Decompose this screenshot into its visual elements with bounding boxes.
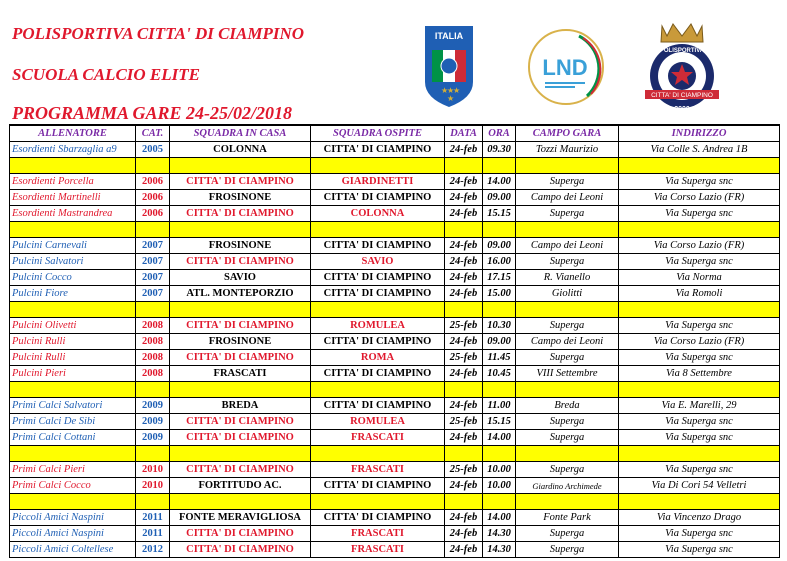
field-cell: Superga xyxy=(516,462,619,478)
date-cell: 24-feb xyxy=(445,254,483,270)
svg-text:CITTA' DI CIAMPINO: CITTA' DI CIAMPINO xyxy=(651,92,713,99)
coach-cell: Pulcini Rulli xyxy=(10,350,136,366)
home-team-cell: FONTE MERAVIGLIOSA xyxy=(170,510,311,526)
away-team-cell: CITTA' DI CIAMPINO xyxy=(311,334,445,350)
time-cell: 09.00 xyxy=(483,238,516,254)
time-cell: 17.15 xyxy=(483,270,516,286)
date-cell: 24-feb xyxy=(445,526,483,542)
table-row xyxy=(10,542,780,558)
time-cell: 10.30 xyxy=(483,318,516,334)
separator-cell xyxy=(136,446,170,462)
field-cell: Superga xyxy=(516,526,619,542)
table-row xyxy=(10,526,780,542)
coach-cell: Pulcini Olivetti xyxy=(10,318,136,334)
separator-cell xyxy=(10,302,136,318)
address-cell: Via Corso Lazio (FR) xyxy=(619,190,780,206)
field-cell: Superga xyxy=(516,174,619,190)
field-cell: Superga xyxy=(516,430,619,446)
separator-cell xyxy=(10,446,136,462)
date-cell: 24-feb xyxy=(445,270,483,286)
time-cell: 14.00 xyxy=(483,510,516,526)
home-team-cell: CITTA' DI CIAMPINO xyxy=(170,414,311,430)
category-cell: 2009 xyxy=(136,414,170,430)
separator-cell xyxy=(619,302,780,318)
home-team-cell: FROSINONE xyxy=(170,190,311,206)
table-row xyxy=(10,174,780,190)
separator-cell xyxy=(136,158,170,174)
table-row xyxy=(10,398,780,414)
away-team-cell: CITTA' DI CIAMPINO xyxy=(311,398,445,414)
table-row xyxy=(10,142,780,158)
date-cell: 24-feb xyxy=(445,398,483,414)
time-cell: 11.00 xyxy=(483,398,516,414)
time-cell: 09.00 xyxy=(483,190,516,206)
away-team-cell: ROMULEA xyxy=(311,318,445,334)
separator-cell xyxy=(516,382,619,398)
separator-cell xyxy=(136,302,170,318)
svg-text:★: ★ xyxy=(441,86,449,95)
address-cell: Via Superga snc xyxy=(619,526,780,542)
home-team-cell: CITTA' DI CIAMPINO xyxy=(170,174,311,190)
separator-cell xyxy=(136,382,170,398)
table-row xyxy=(10,286,780,302)
address-cell: Via Superga snc xyxy=(619,414,780,430)
document-title: POLISPORTIVA CITTA' DI CIAMPINO xyxy=(12,24,305,43)
separator-cell xyxy=(483,494,516,510)
home-team-cell: FROSINONE xyxy=(170,238,311,254)
home-team-cell: CITTA' DI CIAMPINO xyxy=(170,462,311,478)
date-cell: 25-feb xyxy=(445,318,483,334)
category-cell: 2008 xyxy=(136,350,170,366)
separator-cell xyxy=(516,222,619,238)
category-cell: 2005 xyxy=(136,142,170,158)
category-cell: 2007 xyxy=(136,238,170,254)
address-cell: Via Corso Lazio (FR) xyxy=(619,334,780,350)
away-team-cell: CITTA' DI CIAMPINO xyxy=(311,366,445,382)
home-team-cell: CITTA' DI CIAMPINO xyxy=(170,206,311,222)
home-team-cell: FORTITUDO AC. xyxy=(170,478,311,494)
document-subtitle: SCUOLA CALCIO ELITE xyxy=(12,65,200,84)
date-cell: 25-feb xyxy=(445,462,483,478)
home-team-cell: BREDA xyxy=(170,398,311,414)
games-table-body xyxy=(10,142,780,558)
address-cell: Via Vincenzo Drago xyxy=(619,510,780,526)
time-cell: 15.15 xyxy=(483,414,516,430)
separator-cell xyxy=(445,222,483,238)
time-cell: 16.00 xyxy=(483,254,516,270)
field-cell: Superga xyxy=(516,206,619,222)
separator-cell xyxy=(619,382,780,398)
separator-cell xyxy=(10,494,136,510)
address-cell: Via Superga snc xyxy=(619,542,780,558)
column-header-coach: ALLENATORE xyxy=(10,125,136,142)
time-cell: 10.00 xyxy=(483,478,516,494)
date-cell: 24-feb xyxy=(445,286,483,302)
separator-cell xyxy=(483,302,516,318)
table-row xyxy=(10,350,780,366)
field-cell: R. Vianello xyxy=(516,270,619,286)
away-team-cell: COLONNA xyxy=(311,206,445,222)
address-cell: Via Superga snc xyxy=(619,350,780,366)
home-team-cell: CITTA' DI CIAMPINO xyxy=(170,254,311,270)
address-cell: Via Romoli xyxy=(619,286,780,302)
home-team-cell: CITTA' DI CIAMPINO xyxy=(170,350,311,366)
address-cell: Via Di Cori 54 Velletri xyxy=(619,478,780,494)
away-team-cell: ROMA xyxy=(311,350,445,366)
separator-cell xyxy=(483,158,516,174)
coach-cell: Piccoli Amici Naspini xyxy=(10,510,136,526)
date-cell: 24-feb xyxy=(445,238,483,254)
svg-text:★: ★ xyxy=(447,86,455,95)
table-row xyxy=(10,334,780,350)
away-team-cell: ROMULEA xyxy=(311,414,445,430)
column-header-address: INDIRIZZO xyxy=(619,125,780,142)
table-header-row xyxy=(10,125,780,142)
field-cell: Tozzi Maurizio xyxy=(516,142,619,158)
coach-cell: Pulcini Pieri xyxy=(10,366,136,382)
category-cell: 2006 xyxy=(136,206,170,222)
date-cell: 24-feb xyxy=(445,510,483,526)
category-cell: 2006 xyxy=(136,190,170,206)
coach-cell: Pulcini Rulli xyxy=(10,334,136,350)
category-cell: 2007 xyxy=(136,254,170,270)
date-cell: 24-feb xyxy=(445,142,483,158)
category-cell: 2010 xyxy=(136,462,170,478)
table-row xyxy=(10,366,780,382)
separator-cell xyxy=(516,494,619,510)
date-cell: 24-feb xyxy=(445,478,483,494)
separator-cell xyxy=(445,158,483,174)
table-row xyxy=(10,510,780,526)
address-cell: Via Corso Lazio (FR) xyxy=(619,238,780,254)
address-cell: Via 8 Settembre xyxy=(619,366,780,382)
column-header-date: DATA xyxy=(445,125,483,142)
address-cell: Via Colle S. Andrea 1B xyxy=(619,142,780,158)
address-cell: Via Norma xyxy=(619,270,780,286)
category-cell: 2007 xyxy=(136,286,170,302)
svg-text:★: ★ xyxy=(453,86,461,95)
separator-cell xyxy=(619,446,780,462)
separator-row xyxy=(10,382,780,398)
away-team-cell: CITTA' DI CIAMPINO xyxy=(311,478,445,494)
table-row xyxy=(10,462,780,478)
club-crest-logo xyxy=(637,20,727,120)
time-cell: 15.15 xyxy=(483,206,516,222)
coach-cell: Esordienti Martinelli xyxy=(10,190,136,206)
separator-cell xyxy=(516,158,619,174)
category-cell: 2006 xyxy=(136,174,170,190)
away-team-cell: FRASCATI xyxy=(311,542,445,558)
separator-cell xyxy=(445,494,483,510)
date-cell: 24-feb xyxy=(445,190,483,206)
svg-text:POLISPORTIVA: POLISPORTIVA xyxy=(659,48,705,54)
coach-cell: Pulcini Carnevali xyxy=(10,238,136,254)
svg-text:★: ★ xyxy=(447,94,455,103)
away-team-cell: CITTA' DI CIAMPINO xyxy=(311,270,445,286)
separator-cell xyxy=(445,382,483,398)
separator-cell xyxy=(311,222,445,238)
separator-cell xyxy=(483,222,516,238)
field-cell: VIII Settembre xyxy=(516,366,619,382)
address-cell: Via Superga snc xyxy=(619,430,780,446)
coach-cell: Primi Calci Cocco xyxy=(10,478,136,494)
field-cell: Giolitti xyxy=(516,286,619,302)
separator-cell xyxy=(516,446,619,462)
svg-text:2000: 2000 xyxy=(674,106,690,113)
separator-cell xyxy=(10,222,136,238)
coach-cell: Pulcini Salvatori xyxy=(10,254,136,270)
field-cell: Campo dei Leoni xyxy=(516,334,619,350)
home-team-cell: FROSINONE xyxy=(170,334,311,350)
svg-text:LND: LND xyxy=(542,55,588,80)
date-cell: 24-feb xyxy=(445,366,483,382)
away-team-cell: CITTA' DI CIAMPINO xyxy=(311,190,445,206)
home-team-cell: CITTA' DI CIAMPINO xyxy=(170,526,311,542)
field-cell: Superga xyxy=(516,414,619,430)
category-cell: 2008 xyxy=(136,366,170,382)
separator-cell xyxy=(170,302,311,318)
time-cell: 14.30 xyxy=(483,542,516,558)
separator-row xyxy=(10,158,780,174)
date-cell: 24-feb xyxy=(445,334,483,350)
date-cell: 24-feb xyxy=(445,174,483,190)
time-cell: 09.30 xyxy=(483,142,516,158)
away-team-cell: FRASCATI xyxy=(311,430,445,446)
separator-cell xyxy=(483,382,516,398)
field-cell: Superga xyxy=(516,542,619,558)
category-cell: 2011 xyxy=(136,510,170,526)
date-cell: 25-feb xyxy=(445,350,483,366)
separator-row xyxy=(10,446,780,462)
time-cell: 14.30 xyxy=(483,526,516,542)
away-team-cell: CITTA' DI CIAMPINO xyxy=(311,286,445,302)
table-row xyxy=(10,318,780,334)
table-row xyxy=(10,238,780,254)
away-team-cell: GIARDINETTI xyxy=(311,174,445,190)
table-row xyxy=(10,190,780,206)
separator-cell xyxy=(311,302,445,318)
time-cell: 14.00 xyxy=(483,430,516,446)
time-cell: 11.45 xyxy=(483,350,516,366)
address-cell: Via Superga snc xyxy=(619,318,780,334)
home-team-cell: COLONNA xyxy=(170,142,311,158)
date-cell: 24-feb xyxy=(445,206,483,222)
time-cell: 15.00 xyxy=(483,286,516,302)
category-cell: 2010 xyxy=(136,478,170,494)
category-cell: 2008 xyxy=(136,318,170,334)
home-team-cell: CITTA' DI CIAMPINO xyxy=(170,542,311,558)
table-row xyxy=(10,430,780,446)
field-cell: Giardino Archimede xyxy=(516,478,619,494)
away-team-cell: FRASCATI xyxy=(311,526,445,542)
coach-cell: Primi Calci Cottani xyxy=(10,430,136,446)
lnd-logo xyxy=(527,28,605,106)
separator-cell xyxy=(311,382,445,398)
svg-text:ITALIA: ITALIA xyxy=(434,31,464,41)
date-cell: 25-feb xyxy=(445,414,483,430)
figc-shield-logo xyxy=(423,24,475,109)
separator-cell xyxy=(619,222,780,238)
coach-cell: Esordienti Mastrandrea xyxy=(10,206,136,222)
time-cell: 10.00 xyxy=(483,462,516,478)
field-cell: Superga xyxy=(516,254,619,270)
address-cell: Via Superga snc xyxy=(619,206,780,222)
coach-cell: Primi Calci Salvatori xyxy=(10,398,136,414)
separator-cell xyxy=(516,302,619,318)
separator-cell xyxy=(619,494,780,510)
away-team-cell: FRASCATI xyxy=(311,462,445,478)
field-cell: Fonte Park xyxy=(516,510,619,526)
coach-cell: Esordienti Porcella xyxy=(10,174,136,190)
column-header-home-team: SQUADRA IN CASA xyxy=(170,125,311,142)
address-cell: Via Superga snc xyxy=(619,462,780,478)
category-cell: 2012 xyxy=(136,542,170,558)
home-team-cell: CITTA' DI CIAMPINO xyxy=(170,430,311,446)
table-row xyxy=(10,254,780,270)
home-team-cell: SAVIO xyxy=(170,270,311,286)
separator-cell xyxy=(170,446,311,462)
address-cell: Via E. Marelli, 29 xyxy=(619,398,780,414)
separator-cell xyxy=(445,446,483,462)
time-cell: 10.45 xyxy=(483,366,516,382)
field-cell: Superga xyxy=(516,318,619,334)
table-row xyxy=(10,270,780,286)
separator-row xyxy=(10,302,780,318)
separator-row xyxy=(10,494,780,510)
field-cell: Campo dei Leoni xyxy=(516,190,619,206)
category-cell: 2007 xyxy=(136,270,170,286)
away-team-cell: CITTA' DI CIAMPINO xyxy=(311,510,445,526)
time-cell: 14.00 xyxy=(483,174,516,190)
away-team-cell: CITTA' DI CIAMPINO xyxy=(311,238,445,254)
separator-cell xyxy=(170,158,311,174)
separator-cell xyxy=(311,158,445,174)
separator-cell xyxy=(483,446,516,462)
coach-cell: Primi Calci De Sibi xyxy=(10,414,136,430)
separator-cell xyxy=(311,494,445,510)
separator-cell xyxy=(170,494,311,510)
table-row xyxy=(10,478,780,494)
coach-cell: Esordienti Sbarzaglia a9 xyxy=(10,142,136,158)
field-cell: Campo dei Leoni xyxy=(516,238,619,254)
category-cell: 2008 xyxy=(136,334,170,350)
field-cell: Breda xyxy=(516,398,619,414)
category-cell: 2009 xyxy=(136,398,170,414)
table-row xyxy=(10,414,780,430)
coach-cell: Piccoli Amici Naspini xyxy=(10,526,136,542)
category-cell: 2009 xyxy=(136,430,170,446)
separator-cell xyxy=(170,222,311,238)
coach-cell: Primi Calci Pieri xyxy=(10,462,136,478)
table-row xyxy=(10,206,780,222)
time-cell: 09.00 xyxy=(483,334,516,350)
separator-cell xyxy=(10,158,136,174)
coach-cell: Pulcini Fiore xyxy=(10,286,136,302)
program-title: PROGRAMMA GARE 24-25/02/2018 xyxy=(12,103,293,123)
coach-cell: Pulcini Cocco xyxy=(10,270,136,286)
separator-cell xyxy=(136,494,170,510)
games-table xyxy=(9,124,780,558)
away-team-cell: SAVIO xyxy=(311,254,445,270)
home-team-cell: FRASCATI xyxy=(170,366,311,382)
separator-cell xyxy=(136,222,170,238)
column-header-time: ORA xyxy=(483,125,516,142)
separator-row xyxy=(10,222,780,238)
away-team-cell: CITTA' DI CIAMPINO xyxy=(311,142,445,158)
address-cell: Via Superga snc xyxy=(619,174,780,190)
separator-cell xyxy=(619,158,780,174)
category-cell: 2011 xyxy=(136,526,170,542)
address-cell: Via Superga snc xyxy=(619,254,780,270)
home-team-cell: CITTA' DI CIAMPINO xyxy=(170,318,311,334)
column-header-field: CAMPO GARA xyxy=(516,125,619,142)
separator-cell xyxy=(170,382,311,398)
date-cell: 24-feb xyxy=(445,430,483,446)
home-team-cell: ATL. MONTEPORZIO xyxy=(170,286,311,302)
separator-cell xyxy=(10,382,136,398)
column-header-away-team: SQUADRA OSPITE xyxy=(311,125,445,142)
field-cell: Superga xyxy=(516,350,619,366)
column-header-category: CAT. xyxy=(136,125,170,142)
coach-cell: Piccoli Amici Coltellese xyxy=(10,542,136,558)
separator-cell xyxy=(311,446,445,462)
separator-cell xyxy=(445,302,483,318)
date-cell: 24-feb xyxy=(445,542,483,558)
